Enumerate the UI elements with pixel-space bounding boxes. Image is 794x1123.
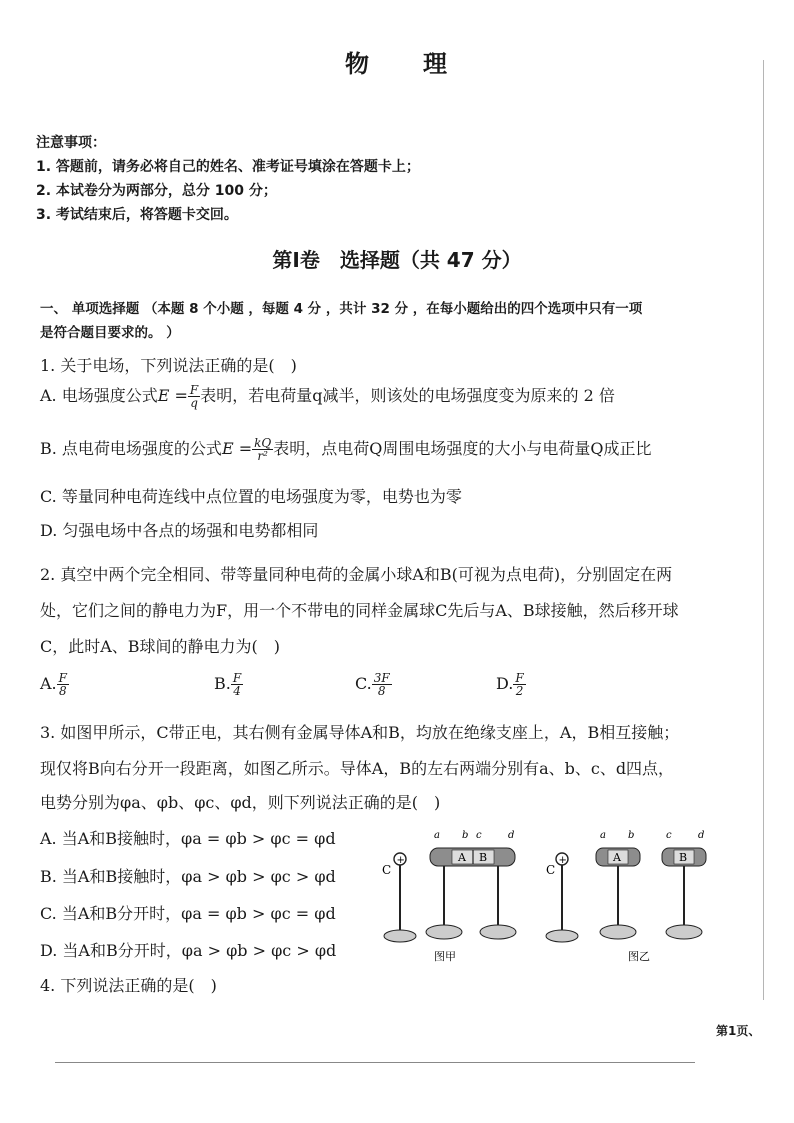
point-label: d: [698, 830, 705, 841]
point-label: b: [462, 830, 469, 841]
fraction-denominator: 4: [233, 684, 241, 698]
fraction-numerator: F: [515, 671, 524, 685]
notes-heading: 注意事项：: [36, 135, 106, 151]
question-3-line-2: 现仅将B向右分开一段距离，如图乙所示。导体A，B的左右两端分别有a、b、c、d四点，: [40, 759, 675, 778]
question-1-option-b: [40, 436, 651, 462]
option-label: D.: [496, 674, 514, 693]
conductor-a-label: A: [458, 851, 466, 864]
option-label: A.: [40, 674, 57, 693]
fraction: [372, 672, 392, 697]
question-3-option-d: D. 当A和B分开时，φa > φb > φc > φd: [40, 941, 337, 960]
figure-caption-right: 图乙: [628, 950, 650, 963]
sphere-c-label: C: [546, 863, 556, 877]
question-2-line-3: C，此时A、B球间的静电力为( ): [40, 637, 281, 656]
fraction: [252, 437, 273, 462]
figure-left: [382, 830, 516, 963]
question-3-option-a: A. 当A和B接触时，φa = φb > φc = φd: [40, 829, 336, 848]
question-1-option-a: [40, 383, 615, 409]
fraction-numerator: F: [232, 671, 242, 685]
option-label: B.: [214, 674, 231, 693]
question-3-line-3: 电势分别为φa、φb、φc、φd，则下列说法正确的是( ): [40, 793, 441, 812]
point-label: c: [476, 830, 482, 841]
sphere-c-label: C: [382, 863, 392, 877]
question-4-stem: 4. 下列说法正确的是( ): [40, 976, 217, 995]
point-label: b: [628, 830, 635, 841]
formula-e: E =: [221, 439, 253, 458]
note-item: 3. 考试结束后，将答题卡交回。: [36, 207, 238, 223]
option-a-text: 表明，若电荷量q减半，则该处的电场强度变为原来的 2 倍: [200, 386, 615, 405]
stand-base: [600, 925, 636, 939]
fraction-denominator: q: [190, 396, 198, 410]
question-3-line-1: 3. 如图甲所示，C带正电，其右侧有金属导体A和B，均放在绝缘支座上，A，B相互接触；: [40, 723, 680, 742]
stand-base: [384, 930, 416, 942]
question-2-line-1: 2. 真空中两个完全相同、带等量同种电荷的金属小球A和B(可视为点电荷)，分别固定在两: [40, 565, 673, 584]
section-title: 第Ⅰ卷 选择题（共 47 分）: [272, 248, 522, 272]
part-one-instruction: 一、 单项选择题 （本题 8 个小题 ，每题 4 分 ，共计 32 分 ，在每小题给出的四个选项中只有一项: [40, 301, 643, 317]
stand-base: [666, 925, 702, 939]
fraction-denominator: r²: [257, 449, 268, 463]
question-3-option-b: B. 当A和B接触时，φa > φb > φc > φd: [40, 867, 336, 886]
point-label: d: [508, 830, 515, 841]
fraction-denominator: 8: [58, 684, 67, 698]
note-item: 1. 答题前，请务必将自己的姓名、准考证号填涂在答题卡上；: [36, 159, 420, 175]
part-one-instruction-cont: 是符合题目要求的。 ）: [40, 325, 180, 341]
question-2-line-2: 处，它们之间的静电力为F，用一个不带电的同样金属球C先后与A、B球接触，然后移开球: [40, 601, 679, 620]
page-title: 物 理: [345, 49, 449, 78]
point-label: a: [600, 830, 606, 841]
fraction: [188, 384, 200, 409]
plus-sign-icon: +: [558, 855, 567, 866]
fraction: [513, 672, 525, 697]
plus-sign-icon: +: [396, 855, 405, 866]
fraction-numerator: 3F: [373, 671, 390, 685]
fraction-numerator: F: [58, 671, 67, 685]
point-label: a: [434, 830, 440, 841]
conductor-b-label: B: [679, 851, 688, 864]
fraction-denominator: 2: [515, 684, 524, 698]
option-b-prefix: B. 点电荷电场强度的公式: [40, 439, 222, 458]
bottom-rule: [55, 1062, 695, 1063]
page-edge-line: [763, 60, 764, 1000]
question-1-option-d: D. 匀强电场中各点的场强和电势都相同: [40, 521, 319, 540]
fraction-numerator: kQ: [254, 436, 272, 450]
conductor-figure: [376, 826, 726, 971]
fraction-denominator: 8: [377, 684, 386, 698]
figure-caption-left: 图甲: [434, 950, 456, 963]
question-1-option-c: C. 等量同种电荷连线中点位置的电场强度为零，电势也为零: [40, 487, 462, 506]
formula-e: E =: [157, 386, 188, 405]
option-a-prefix: A. 电场强度公式: [40, 386, 158, 405]
stand-base: [480, 925, 516, 939]
option-label: C.: [355, 674, 372, 693]
question-2-option-a: [40, 672, 69, 697]
conductor-a-label: A: [613, 851, 621, 864]
fraction: [231, 672, 243, 697]
stand-base: [546, 930, 578, 942]
question-1-stem: 1. 关于电场，下列说法正确的是( ): [40, 356, 297, 375]
point-label: c: [666, 830, 672, 841]
conductor-b-label: B: [479, 851, 488, 864]
question-3-option-c: C. 当A和B分开时，φa = φb > φc = φd: [40, 904, 336, 923]
question-2-option-c: [355, 672, 392, 697]
question-2-option-b: [214, 672, 243, 697]
stand-base: [426, 925, 462, 939]
figure-right: [546, 830, 706, 963]
question-2-option-d: [496, 672, 526, 697]
fraction-numerator: F: [189, 383, 199, 397]
fraction: [57, 672, 69, 697]
page-number: 第1页、: [716, 1024, 761, 1038]
option-b-text: 表明，点电荷Q周围电场强度的大小与电荷量Q成正比: [273, 439, 652, 458]
note-item: 2. 本试卷分为两部分，总分 100 分；: [36, 183, 277, 199]
